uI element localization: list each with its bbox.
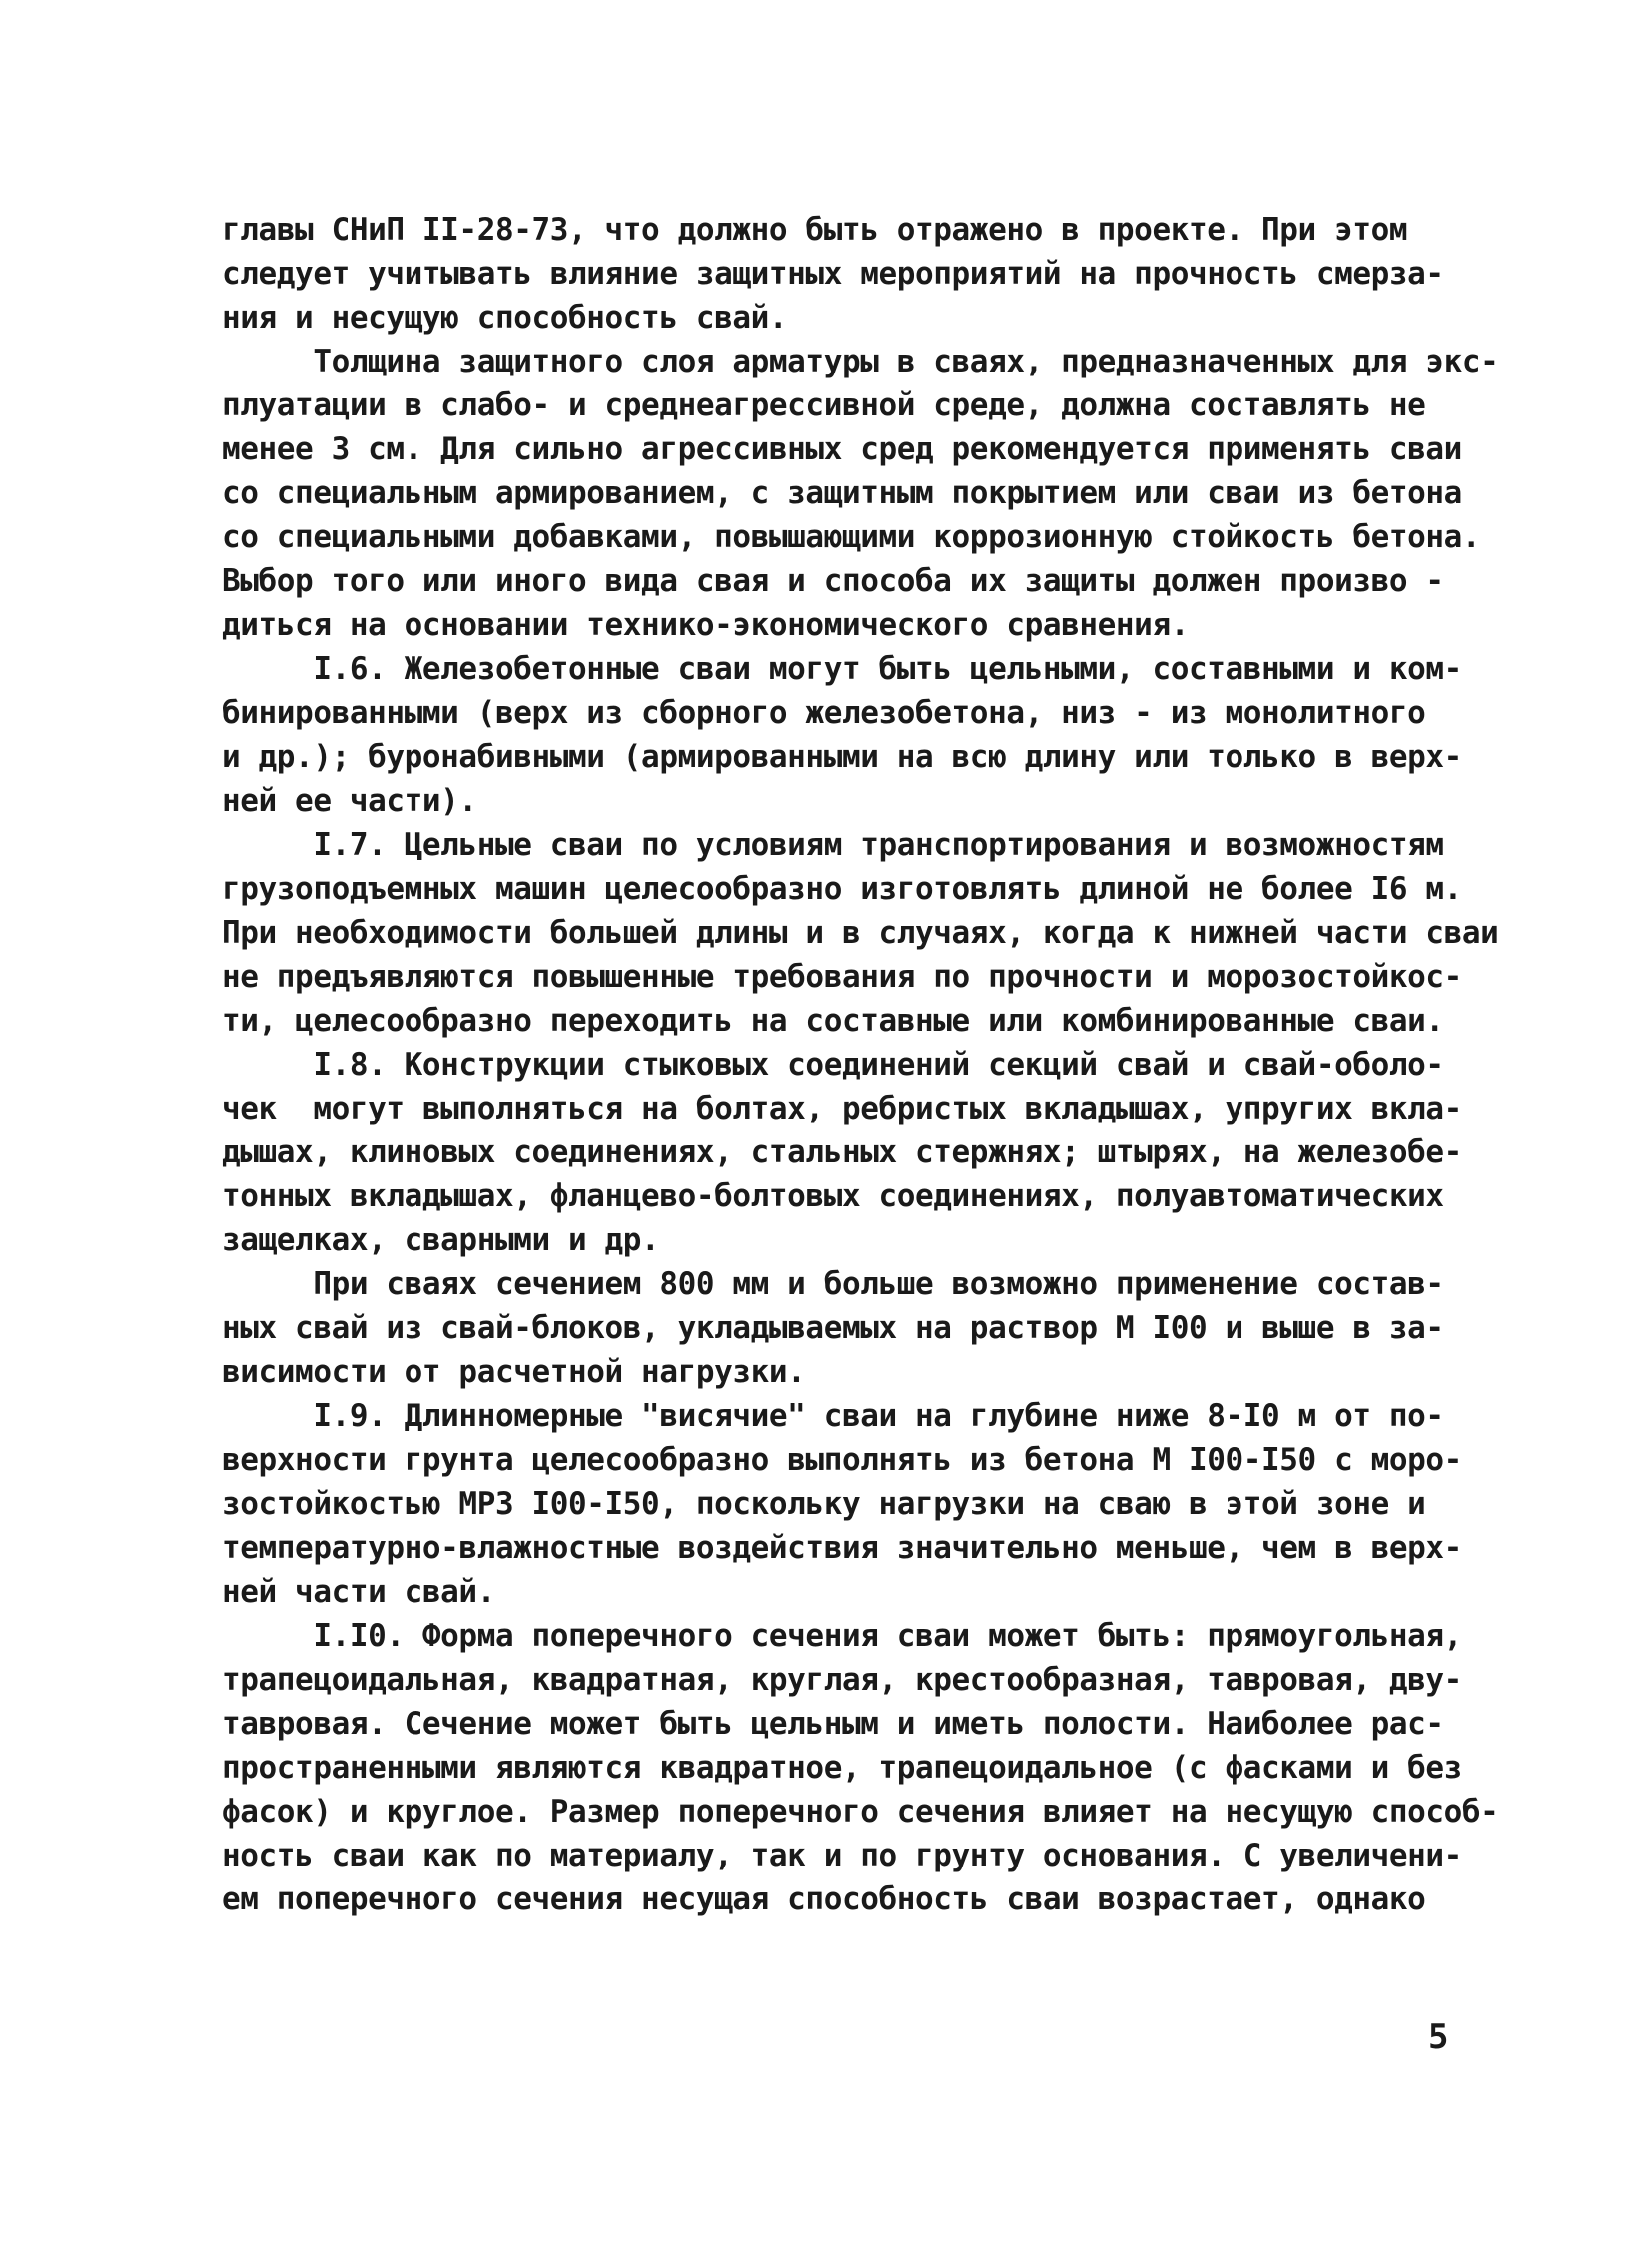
text-line: ность сваи как по материалу, так и по грунту основания. С увеличени- [222, 1838, 1462, 1873]
text-line: При сваях сечением 800 мм и больше возможно применение состав- [222, 1266, 1444, 1302]
text-line: со специальными добавками, повышающими коррозионную стойкость бетона. [222, 519, 1481, 555]
text-line: следует учитывать влияние защитных мероприятий на прочность смерза- [222, 256, 1444, 292]
text-line: и др.); буронабивными (армированными на всю длину или только в верх- [222, 739, 1462, 775]
text-line: тонных вкладышах, фланцево-болтовых соединениях, полуавтоматических [222, 1178, 1444, 1214]
text-line: чек могут выполняться на болтах, ребристых вкладышах, упругих вкла- [222, 1091, 1462, 1126]
text-line: I.7. Цельные сваи по условиям транспортирования и возможностям [222, 827, 1444, 863]
text-line: ти, целесообразно переходить на составные или комбинированные сваи. [222, 1003, 1444, 1039]
text-line: I.6. Железобетонные сваи могут быть цельными, составными и ком- [222, 651, 1462, 687]
text-line: I.9. Длинномерные "висячие" сваи на глубине ниже 8-I0 м от по- [222, 1398, 1444, 1434]
text-line: тавровая. Сечение может быть цельным и иметь полости. Наиболее рас- [222, 1706, 1444, 1742]
text-line: главы СНиП II-28-73, что должно быть отражено в проекте. При этом [222, 212, 1408, 248]
page-number: 5 [1428, 2017, 1449, 2057]
text-line: висимости от расчетной нагрузки. [222, 1354, 806, 1390]
text-line: ем поперечного сечения несущая способность сваи возрастает, однако [222, 1881, 1426, 1917]
text-line: ных свай из свай-блоков, укладываемых на раствор М I00 и выше в за- [222, 1310, 1444, 1346]
text-line: бинированными (верх из сборного железобетона, низ - из монолитного [222, 695, 1426, 731]
text-line: со специальным армированием, с защитным покрытием или сваи из бетона [222, 475, 1462, 511]
text-line: диться на основании технико-экономического сравнения. [222, 607, 1189, 643]
text-line: температурно-влажностные воздействия значительно меньше, чем в верх- [222, 1530, 1462, 1566]
text-line: не предъявляются повышенные требования по прочности и морозостойкос- [222, 959, 1462, 995]
text-line: ней части свай. [222, 1574, 495, 1610]
text-line: грузоподъемных машин целесообразно изготовлять длиной не более I6 м. [222, 871, 1462, 907]
text-line: трапецоидальная, квадратная, круглая, крестообразная, тавровая, дву- [222, 1662, 1462, 1698]
text-line: защелках, сварными и др. [222, 1222, 660, 1258]
text-line: ней ее части). [222, 783, 477, 819]
text-line: Толщина защитного слоя арматуры в сваях, предназначенных для экс- [222, 344, 1499, 379]
document-body [222, 208, 1520, 1921]
text-line: плуатации в слабо- и среднеагрессивной среде, должна составлять не [222, 387, 1426, 423]
text-line: ния и несущую способность свай. [222, 300, 788, 336]
text-line: дышах, клиновых соединениях, стальных стержнях; штырях, на железобе- [222, 1134, 1462, 1170]
text-line: менее 3 см. Для сильно агрессивных сред рекомендуется применять сваи [222, 431, 1462, 467]
text-line: зостойкостью МРЗ I00-I50, поскольку нагрузки на сваю в этой зоне и [222, 1486, 1426, 1522]
text-line: I.I0. Форма поперечного сечения сваи может быть: прямоугольная, [222, 1618, 1462, 1654]
text-line: фасок) и круглое. Размер поперечного сечения влияет на несущую способ- [222, 1794, 1499, 1830]
text-line: Выбор того или иного вида свая и способа их защиты должен произво - [222, 563, 1444, 599]
text-line: При необходимости большей длины и в случаях, когда к нижней части сваи [222, 915, 1499, 951]
text-line: I.8. Конструкции стыковых соединений секций свай и свай-оболо- [222, 1047, 1444, 1083]
text-line: пространенными являются квадратное, трапецоидальное (с фасками и без [222, 1750, 1462, 1786]
text-line: верхности грунта целесообразно выполнять из бетона М I00-I50 с моро- [222, 1442, 1462, 1478]
